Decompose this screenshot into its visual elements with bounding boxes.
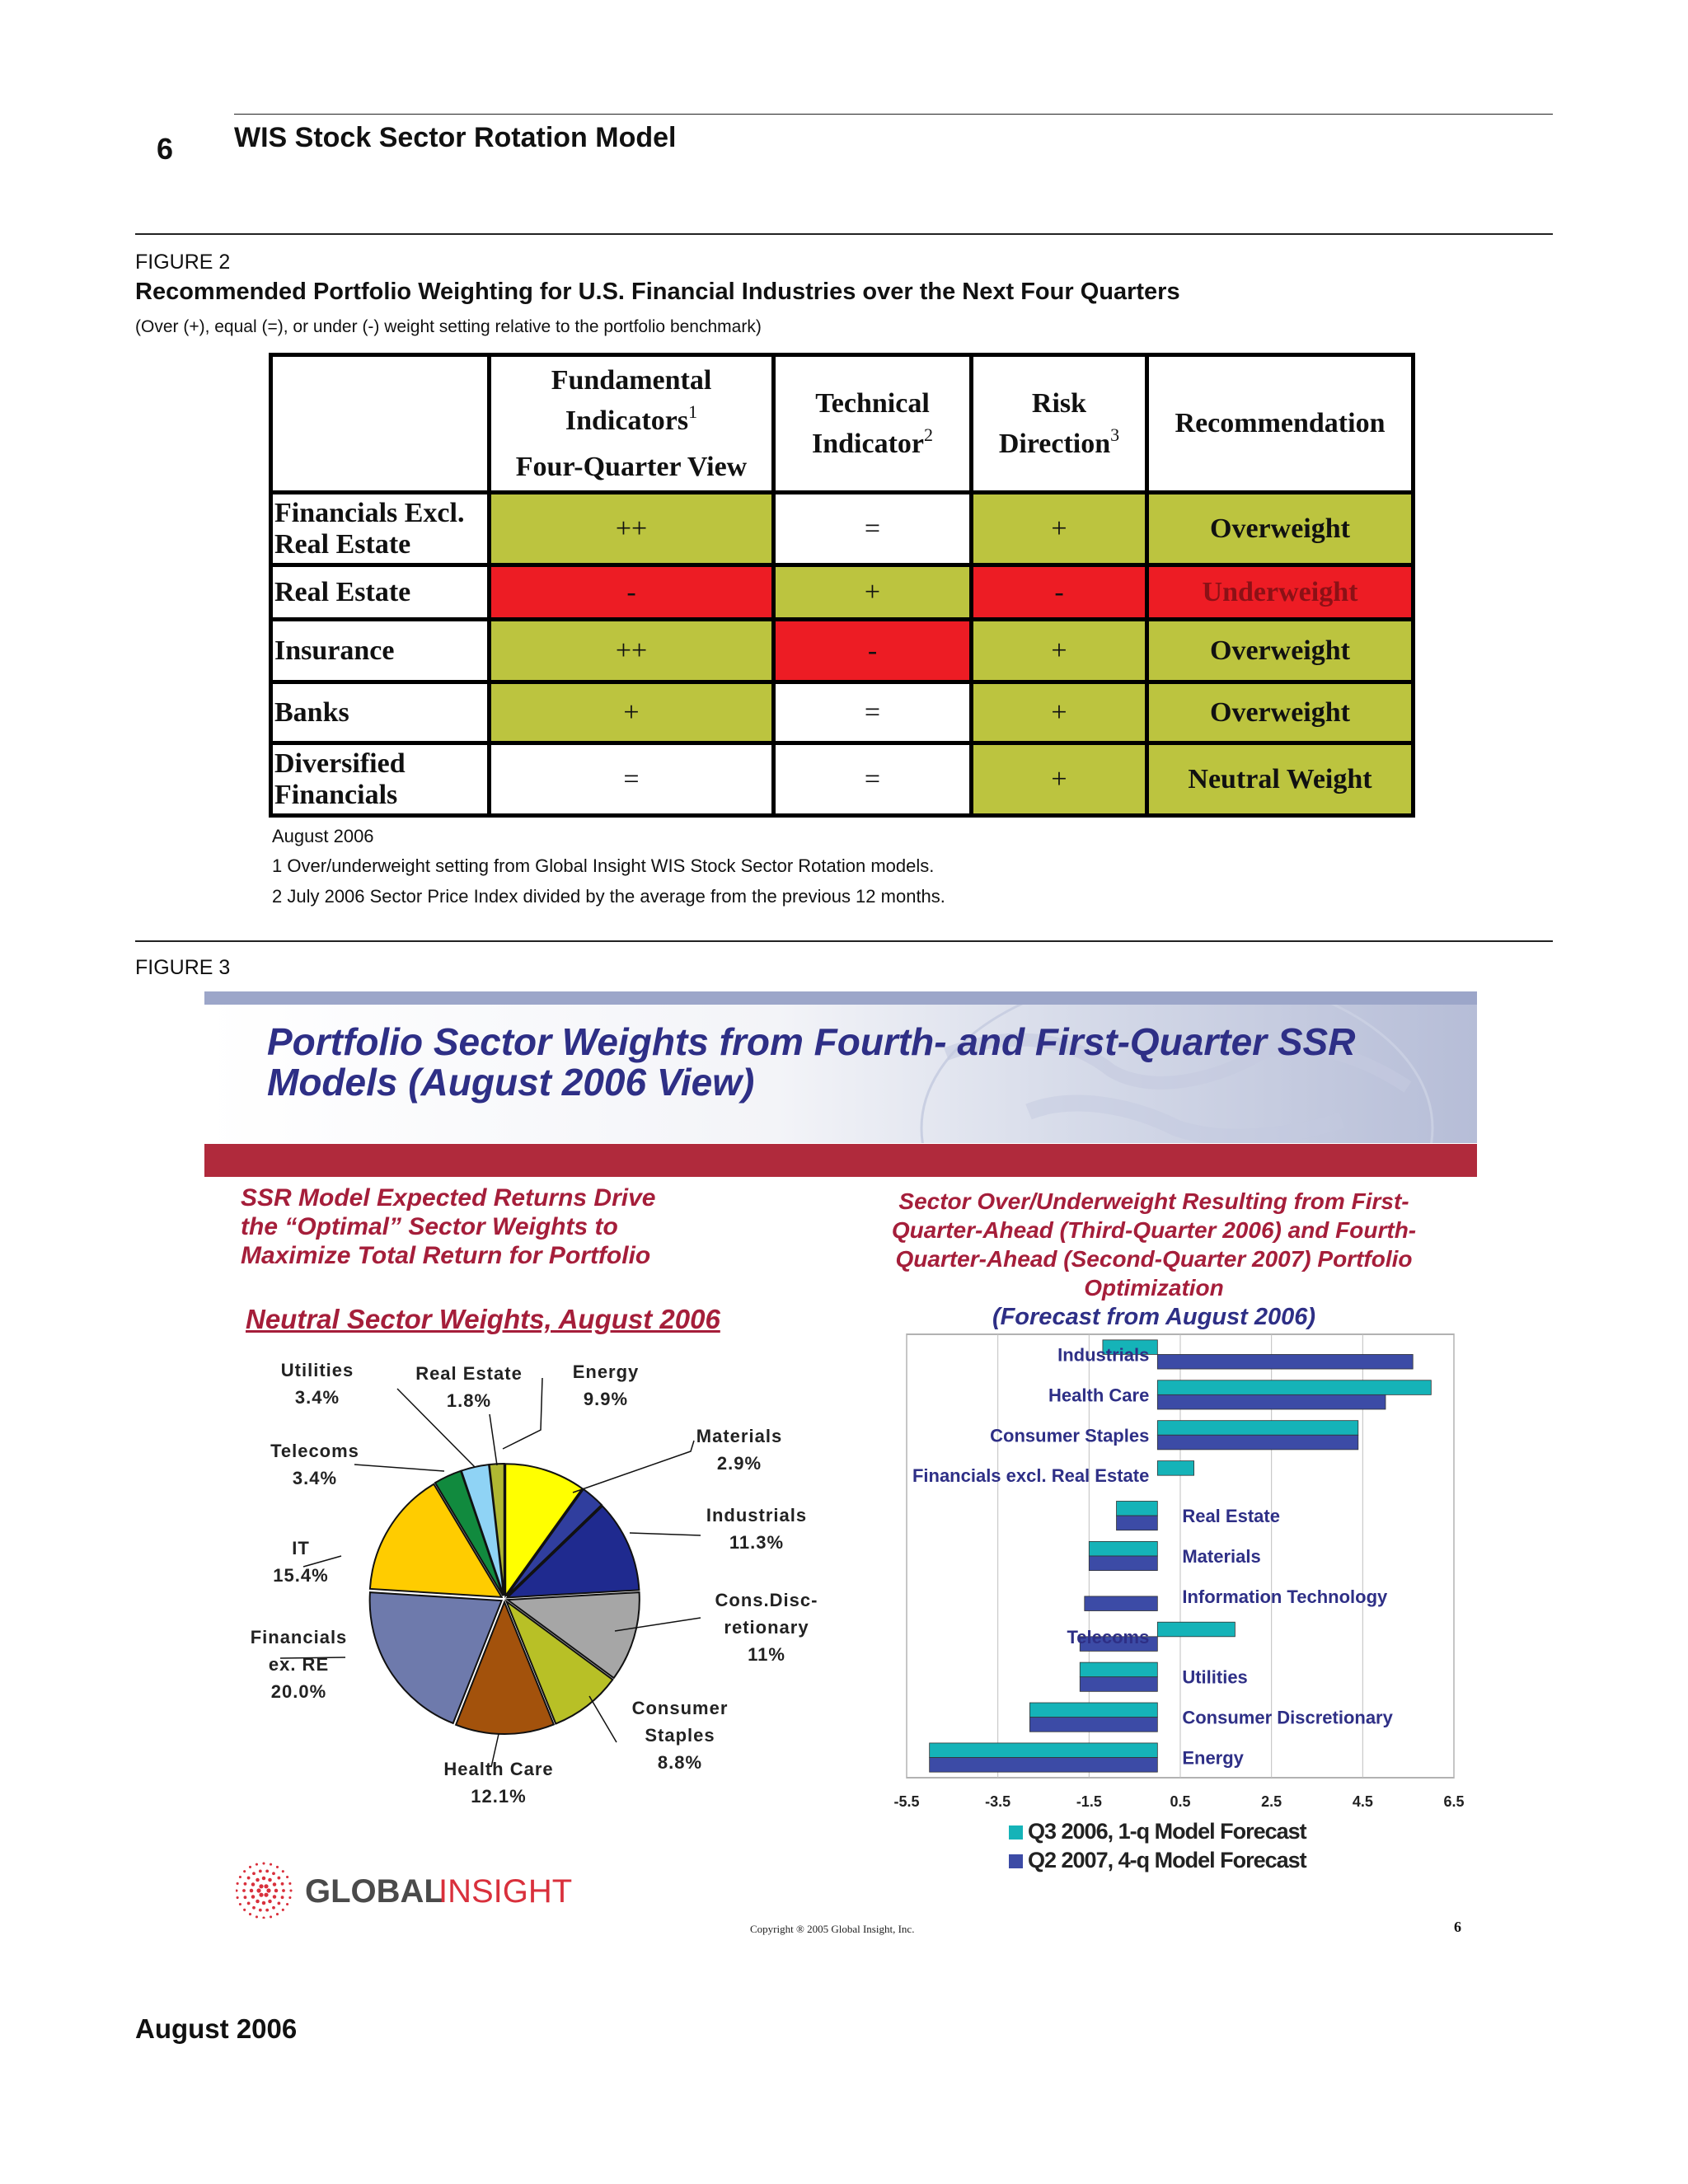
section-rule: [135, 233, 1553, 235]
category-label: Financials excl. Real Estate: [912, 1465, 1150, 1487]
top-rule: [234, 114, 1553, 115]
slide-title: [267, 1022, 1470, 1103]
figure2-note-date: August 2006: [272, 826, 374, 846]
pie-label-consumer-discretionary: Cons.Disc- retionary 11%: [715, 1590, 818, 1665]
header-fund-line2: Indicators: [565, 405, 689, 436]
svg-text:INSIGHT: INSIGHT: [438, 1873, 573, 1910]
header-fund-line1: Fundamental: [551, 364, 712, 396]
logo-dot: [277, 1877, 280, 1880]
row-label: Banks: [271, 682, 490, 743]
logo-dot: [259, 1893, 263, 1897]
header-risk: [972, 355, 1147, 493]
header-blank: [271, 355, 490, 493]
bar-q2-consumer-staples: [1157, 1435, 1357, 1450]
bar-q2-utilities: [1080, 1677, 1157, 1692]
right-heading: Sector Over/Underweight Resulting from First- Quarter-Ahead (Third-Quarter 2006) and Fourth- Quarter-Ahead (Second-Quarter 2007) Portfolio Optimization: [891, 1188, 1417, 1301]
slide-red-bar: [204, 1144, 1477, 1177]
bar-q3-consumer-discretionary: [1029, 1703, 1157, 1718]
logo-dot: [270, 1915, 272, 1918]
logo-dot: [289, 1889, 292, 1891]
slide-top-band: [204, 991, 1477, 1005]
slide-number: 6: [1454, 1919, 1461, 1935]
cell-fundamental: +: [490, 682, 774, 743]
bar-q3-health-care: [1157, 1380, 1431, 1395]
logo-dot: [250, 1889, 254, 1893]
legend-swatch-q2: [1009, 1854, 1023, 1868]
legend-item-q2: Q2 2007, 4-q Model Forecast: [1009, 1848, 1306, 1873]
bar-chart: [857, 1329, 1484, 1823]
logo-dot: [256, 1900, 260, 1904]
row-label: Financials Excl. Real Estate: [271, 493, 490, 565]
logo-dot: [265, 1909, 269, 1912]
bar-q2-health-care: [1157, 1394, 1386, 1409]
row-label: Diversified Financials: [271, 743, 490, 816]
bar-q3-financials-excl-real-estate: [1157, 1461, 1193, 1476]
logo-dot: [262, 1862, 265, 1864]
header-recommendation: Recommendation: [1147, 355, 1414, 493]
logo-dot: [268, 1878, 272, 1882]
logo-dot: [286, 1876, 288, 1878]
footer-date: August 2006: [135, 2013, 298, 2044]
logo-dot: [276, 1866, 279, 1868]
logo-dot: [272, 1906, 275, 1910]
category-label: Materials: [1182, 1546, 1261, 1567]
logo-dot: [282, 1870, 284, 1872]
header-tech-line1: Technical: [815, 387, 930, 419]
row-label: Real Estate: [271, 565, 490, 620]
cell-recommendation: Neutral Weight: [1147, 743, 1414, 816]
header-risk-sup: 3: [1110, 424, 1120, 445]
figure3-rule: [135, 940, 1553, 942]
bar-q2-real-estate: [1117, 1516, 1158, 1530]
logo-dot: [256, 1878, 260, 1882]
x-tick-label: 2.5: [1261, 1793, 1282, 1810]
category-label: Consumer Discretionary: [1182, 1707, 1393, 1728]
cell-fundamental: =: [490, 743, 774, 816]
category-label: Consumer Staples: [990, 1425, 1150, 1446]
table-row: [271, 493, 1414, 565]
logo-dot: [264, 1884, 268, 1888]
logo-dot: [252, 1872, 256, 1875]
pie-label-health-care: Health Care 12.1%: [443, 1759, 554, 1807]
logo-dot: [237, 1882, 239, 1885]
logo-dot: [273, 1882, 277, 1886]
logo-dot: [282, 1889, 285, 1892]
category-label: Energy: [1182, 1747, 1244, 1769]
cell-technical: +: [774, 565, 972, 620]
cell-risk: +: [972, 682, 1147, 743]
cell-risk: +: [972, 620, 1147, 682]
figure2-subtitle: (Over (+), equal (=), or under (-) weight setting relative to the portfolio benchmark): [135, 317, 762, 336]
copyright: Copyright ® 2005 Global Insight, Inc.: [750, 1923, 915, 1935]
logo-dot: [239, 1903, 241, 1905]
logo-dot: [262, 1901, 266, 1905]
pie-label-materials: Materials 2.9%: [696, 1426, 783, 1474]
cell-technical: -: [774, 620, 972, 682]
logo-dot: [237, 1896, 239, 1899]
header-risk-line1: Risk: [1031, 387, 1087, 419]
row-label: Insurance: [271, 620, 490, 682]
logo-dot: [247, 1902, 251, 1905]
forecast-heading: (Forecast from August 2006): [992, 1304, 1316, 1330]
page-number: 6: [157, 132, 174, 166]
table-row: [271, 565, 1414, 620]
x-tick-label: -5.5: [893, 1793, 920, 1810]
header-fund-line3: Four-Quarter View: [515, 451, 748, 482]
logo-dot: [259, 1869, 262, 1872]
logo-dot: [256, 1915, 258, 1918]
x-tick-label: 6.5: [1443, 1793, 1465, 1810]
figure2-note-2: 2 July 2006 Sector Price Index divided by the average from the previous 12 months.: [272, 886, 945, 907]
logo-dot: [256, 1863, 258, 1866]
category-label: Industrials: [1057, 1344, 1150, 1366]
global-insight-logo: [236, 1861, 631, 1923]
bar-q3-materials: [1089, 1541, 1157, 1556]
x-tick-label: -3.5: [985, 1793, 1011, 1810]
logo-dot: [272, 1872, 275, 1875]
logo-dot: [249, 1913, 251, 1915]
logo-dot: [249, 1866, 251, 1868]
figure2-label: FIGURE 2: [135, 251, 231, 274]
table-row: [271, 682, 1414, 743]
logo-dot: [281, 1882, 284, 1886]
logo-dot: [259, 1909, 262, 1912]
x-tick-label: 0.5: [1170, 1793, 1191, 1810]
cell-risk: +: [972, 493, 1147, 565]
recommendation-table: [269, 353, 1415, 818]
category-label: Real Estate: [1182, 1506, 1280, 1527]
bar-q3-telecoms: [1157, 1622, 1235, 1637]
bar-q2-consumer-discretionary: [1029, 1718, 1157, 1732]
header-fund-sup: 1: [688, 401, 698, 422]
logo-dot: [244, 1896, 247, 1899]
cell-technical: =: [774, 682, 972, 743]
logo-dot: [288, 1882, 291, 1885]
bar-q2-energy: [930, 1758, 1158, 1773]
logo-dot: [268, 1900, 272, 1904]
slide-title-line2: Models (August 2006 View): [267, 1061, 755, 1104]
cell-risk: +: [972, 743, 1147, 816]
legend-swatch-q3: [1009, 1825, 1023, 1840]
cell-risk: -: [972, 565, 1147, 620]
bar-q2-materials: [1089, 1556, 1157, 1571]
logo-dot: [264, 1893, 268, 1897]
bar-q3-energy: [930, 1743, 1158, 1758]
x-tick-label: -1.5: [1076, 1793, 1102, 1810]
cell-recommendation: Underweight: [1147, 565, 1414, 620]
pie-label-real-estate: Real Estate 1.8%: [415, 1363, 523, 1411]
logo-dot: [282, 1909, 284, 1911]
logo-dot: [286, 1903, 288, 1905]
logo-dot: [265, 1869, 269, 1872]
pie-label-energy: Energy 9.9%: [572, 1361, 640, 1409]
logo-dot: [276, 1913, 279, 1915]
cell-fundamental: ++: [490, 493, 774, 565]
cell-technical: =: [774, 743, 972, 816]
left-heading: SSR Model Expected Returns Drive the “Optimal” Sector Weights to Maximize Total Return for Portfolio: [241, 1184, 656, 1269]
logo-dot: [243, 1909, 246, 1911]
logo-dot: [281, 1896, 284, 1899]
logo-dot: [239, 1876, 241, 1878]
logo-dot: [288, 1896, 291, 1899]
cell-recommendation: Overweight: [1147, 493, 1414, 565]
pie-label-financials: Financials ex. RE 20.0%: [250, 1627, 348, 1702]
x-tick-label: 4.5: [1352, 1793, 1373, 1810]
header-tech-line2: Indicator: [812, 428, 924, 459]
table-header-row: [271, 355, 1414, 493]
logo-dot: [244, 1882, 247, 1886]
pie-label-industrials: Industrials 11.3%: [706, 1505, 808, 1553]
logo-dot: [266, 1888, 270, 1892]
bar-q2-industrials: [1157, 1354, 1413, 1369]
logo-dot: [262, 1877, 266, 1881]
bar-q3-utilities: [1080, 1662, 1157, 1677]
header-tech-sup: 2: [924, 424, 933, 445]
bar-legend: [1009, 1819, 1306, 1873]
logo-dot: [262, 1916, 265, 1919]
running-title: WIS Stock Sector Rotation Model: [234, 122, 677, 153]
header-risk-line2: Direction: [998, 428, 1111, 459]
pie-label-telecoms: Telecoms 3.4%: [270, 1441, 359, 1488]
bar-q3-real-estate: [1117, 1501, 1158, 1516]
pie-label-it: IT 15.4%: [273, 1538, 329, 1586]
table-row: [271, 620, 1414, 682]
category-label: Health Care: [1048, 1385, 1150, 1406]
logo-dot: [243, 1870, 246, 1872]
logo-dot: [236, 1889, 238, 1891]
header-technical: [774, 355, 972, 493]
table-row: [271, 743, 1414, 816]
category-label: Information Technology: [1182, 1586, 1388, 1607]
svg-text:GLOBAL: GLOBAL: [305, 1873, 444, 1910]
pie-label-utilities: Utilities 3.4%: [280, 1360, 354, 1408]
logo-dot: [270, 1863, 272, 1866]
bar-q3-consumer-staples: [1157, 1421, 1357, 1436]
logo-dot: [247, 1877, 251, 1880]
figure2-note-1: 1 Over/underweight setting from Global Insight WIS Stock Sector Rotation models.: [272, 855, 935, 876]
logo-dot: [256, 1888, 260, 1892]
cell-technical: =: [774, 493, 972, 565]
pie-label-consumer-staples: Consumer Staples 8.8%: [631, 1698, 729, 1773]
cell-fundamental: ++: [490, 620, 774, 682]
logo-dot: [251, 1895, 256, 1899]
category-label: Utilities: [1182, 1666, 1248, 1688]
slide-title-line1: Portfolio Sector Weights from Fourth- and First-Quarter SSR: [267, 1020, 1356, 1063]
logo-dot: [251, 1882, 256, 1886]
logo-dot: [273, 1895, 277, 1899]
logo-dot: [242, 1889, 246, 1892]
logo-dots-icon: [236, 1861, 631, 1919]
logo-dot: [252, 1906, 256, 1910]
figure3-label: FIGURE 3: [135, 956, 231, 979]
bar-q2-information-technology: [1085, 1596, 1158, 1611]
figure2-title: Recommended Portfolio Weighting for U.S. Financial Industries over the Next Four Quarters: [135, 279, 1180, 305]
cell-fundamental: -: [490, 565, 774, 620]
neutral-weights-heading: Neutral Sector Weights, August 2006: [246, 1304, 720, 1334]
logo-dot: [277, 1902, 280, 1905]
cell-recommendation: Overweight: [1147, 682, 1414, 743]
cell-recommendation: Overweight: [1147, 620, 1414, 682]
logo-dot: [274, 1889, 279, 1893]
legend-item-q3: Q3 2006, 1-q Model Forecast: [1009, 1819, 1306, 1844]
logo-dot: [259, 1884, 263, 1888]
header-fundamental: [490, 355, 774, 493]
category-label: Telecoms: [1067, 1626, 1150, 1647]
